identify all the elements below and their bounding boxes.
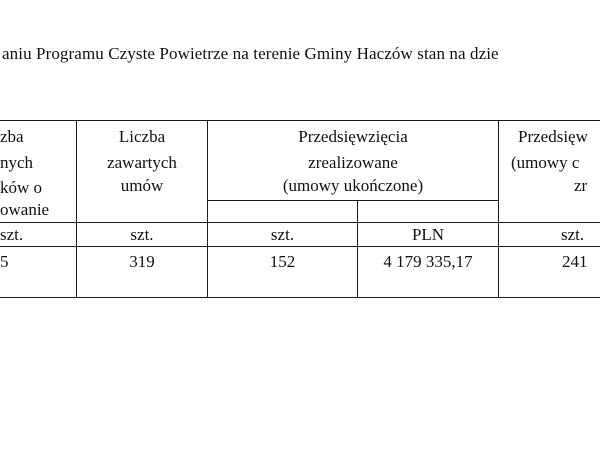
header-col3-line3: (umowy ukończone)	[282, 176, 424, 195]
value-col1: 5	[0, 252, 9, 271]
unit-col3b: PLN	[411, 225, 445, 244]
header-col2-line3: umów	[120, 176, 164, 195]
header-col1-line2: nych	[0, 153, 34, 172]
header-col4-line3: zr	[574, 176, 588, 195]
table-col-divider-3	[357, 200, 358, 298]
value-col4: 241	[562, 252, 588, 271]
header-col2-line2: zawartych	[107, 153, 177, 172]
unit-col3a: szt.	[270, 225, 295, 244]
header-col2-line1: Liczba	[118, 127, 166, 146]
header-col3-line2: zrealizowane	[308, 153, 398, 172]
header-col4-line2: (umowy c	[511, 153, 580, 172]
value-col3a: 152	[269, 252, 296, 271]
header-col1-line3: ków o	[0, 178, 43, 197]
table-rule-subheader	[207, 200, 498, 201]
value-col2: 319	[129, 252, 155, 271]
unit-col4: szt.	[561, 225, 585, 244]
header-col3-line1: Przedsięwzięcia	[298, 127, 408, 146]
table-col-divider-4	[498, 120, 499, 298]
table-border-bottom	[0, 297, 600, 298]
unit-col2: szt.	[130, 225, 154, 244]
table-rule-units-data	[0, 246, 600, 247]
unit-col1: szt.	[0, 225, 24, 244]
header-col1-line1: zba	[0, 127, 24, 146]
header-col4-line1: Przedsięw	[518, 127, 588, 146]
header-col1-line4: owanie	[0, 200, 50, 219]
table-border-top	[0, 120, 600, 121]
document-title: aniu Programu Czyste Powietrze na terenie Gminy Haczów stan na dzie	[2, 44, 499, 63]
value-col3b: 4 179 335,17	[383, 252, 473, 271]
table-rule-header-units	[0, 222, 600, 223]
